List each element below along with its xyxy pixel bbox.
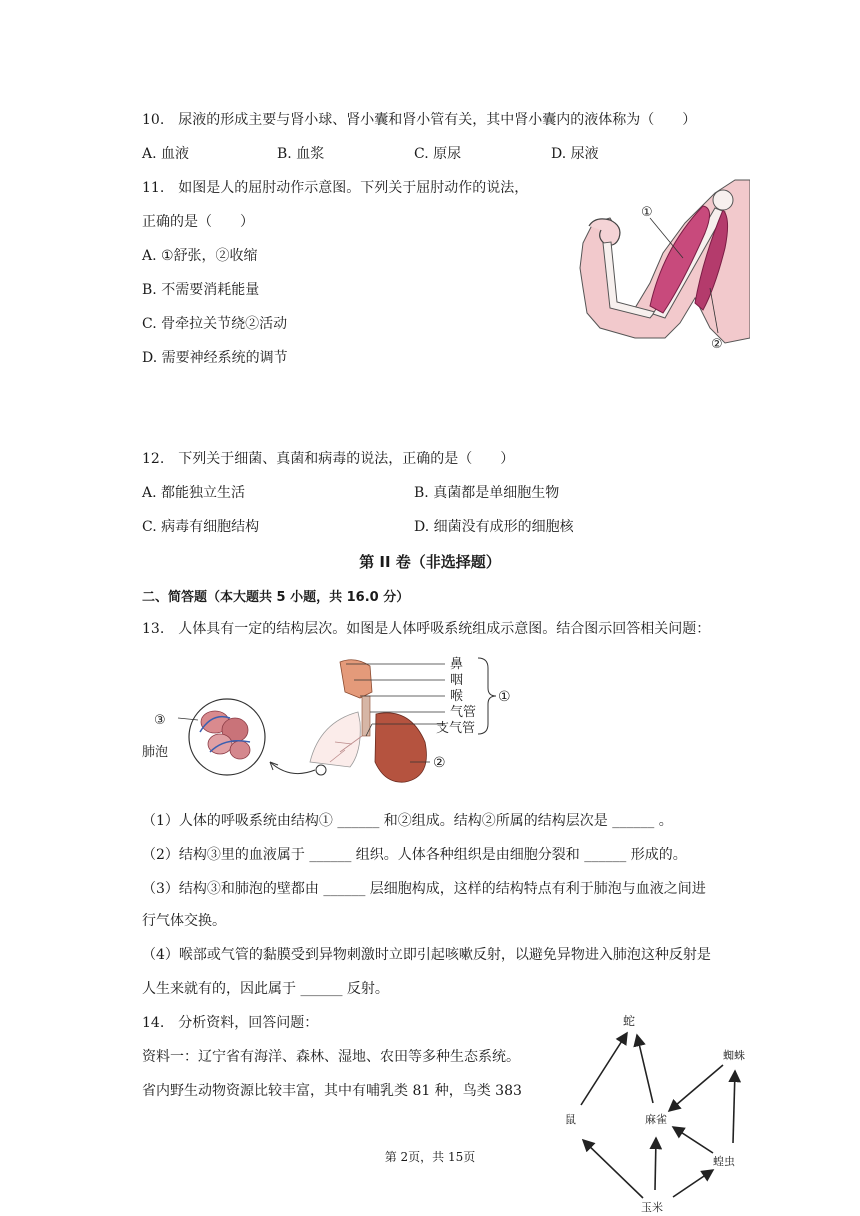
- q10-option-a: A. 血液: [142, 146, 190, 162]
- page-number-footer: 第 2页，共 15页: [384, 1150, 476, 1164]
- mouse-node: 鼠: [565, 1113, 576, 1126]
- lung-label: ②: [433, 755, 446, 771]
- q11-option-b: B. 不需要消耗能量: [142, 282, 260, 298]
- part2-title: 第 II 卷（非选择题）: [359, 553, 501, 571]
- locust-node: 蝗虫: [713, 1155, 735, 1168]
- elbow-flexion-figure: [575, 178, 750, 350]
- respiratory-system-figure: [140, 652, 520, 787]
- q14-material-1: 资料一：辽宁省有海洋、森林、湿地、农田等多种生态系统。: [142, 1049, 520, 1065]
- alveolus-label: 肺泡: [142, 745, 169, 760]
- muscle-2-label: ②: [711, 337, 723, 350]
- capillary-label: ③: [154, 713, 166, 728]
- bronchi-label: 支气管: [436, 721, 476, 736]
- corn-node: 玉米: [641, 1201, 663, 1214]
- q11-stem: 11. 如图是人的屈肘动作示意图。下列关于屈肘动作的说法，: [142, 180, 529, 196]
- q10-option-c: C. 原尿: [414, 146, 462, 162]
- section2-heading: 二、简答题（本大题共 5 小题，共 16.0 分）: [142, 590, 410, 605]
- q12-option-c: C. 病毒有细胞结构: [142, 519, 260, 535]
- q10-option-b: B. 血浆: [277, 146, 325, 162]
- q13-stem: 13. 人体具有一定的结构层次。如图是人体呼吸系统组成示意图。结合图示回答相关问题：: [142, 621, 711, 637]
- q13-part3: （3）结构③和肺泡的壁都由 ______ 层细胞构成，这样的结构特点有利于肺泡与血液之间进: [142, 881, 706, 897]
- food-web-figure: [555, 1005, 755, 1216]
- larynx-label: 喉: [450, 689, 464, 704]
- q11-option-c: C. 骨牵拉关节绕②活动: [142, 316, 288, 332]
- spider-node: 蜘蛛: [723, 1049, 745, 1062]
- q10-stem: 10. 尿液的形成主要与肾小球、肾小囊和肾小管有关，其中肾小囊内的液体称为（ ）: [142, 112, 697, 128]
- q14-material-1-cont: 省内野生动物资源比较丰富，其中有哺乳类 81 种，鸟类 383: [142, 1083, 522, 1099]
- q14-stem: 14. 分析资料，回答问题：: [142, 1015, 319, 1031]
- q10-option-d: D. 尿液: [551, 146, 599, 162]
- q12-stem: 12. 下列关于细菌、真菌和病毒的说法，正确的是（ ）: [142, 451, 515, 467]
- q13-part3-cont: 行气体交换。: [142, 913, 226, 929]
- q12-option-b: B. 真菌都是单细胞生物: [414, 485, 560, 501]
- q11-option-a: A. ①舒张，②收缩: [142, 248, 258, 264]
- q13-part1: （1）人体的呼吸系统由结构① ______ 和②组成。结构②所属的结构层次是 ______ 。: [142, 813, 673, 829]
- q12-option-d: D. 细菌没有成形的细胞核: [414, 519, 574, 535]
- q11-stem-cont: 正确的是（ ）: [142, 214, 254, 230]
- q12-option-a: A. 都能独立生活: [142, 485, 246, 501]
- q13-part4-cont: 人生来就有的，因此属于 ______ 反射。: [142, 981, 389, 997]
- nose-label: 鼻: [450, 657, 464, 672]
- muscle-1-label: ①: [641, 205, 653, 220]
- sparrow-node: 麻雀: [645, 1113, 667, 1126]
- snake-node: 蛇: [623, 1014, 636, 1028]
- q13-part2: （2）结构③里的血液属于 ______ 组织。人体各种组织是由细胞分裂和 ______ 形成的。: [142, 847, 687, 863]
- respiratory-tract-label: ①: [498, 689, 511, 705]
- q13-part4: （4）喉部或气管的黏膜受到异物刺激时立即引起咳嗽反射，以避免异物进入肺泡这种反射是: [142, 947, 711, 963]
- q11-option-d: D. 需要神经系统的调节: [142, 350, 288, 366]
- trachea-label: 气管: [450, 705, 477, 720]
- pharynx-label: 咽: [450, 673, 464, 688]
